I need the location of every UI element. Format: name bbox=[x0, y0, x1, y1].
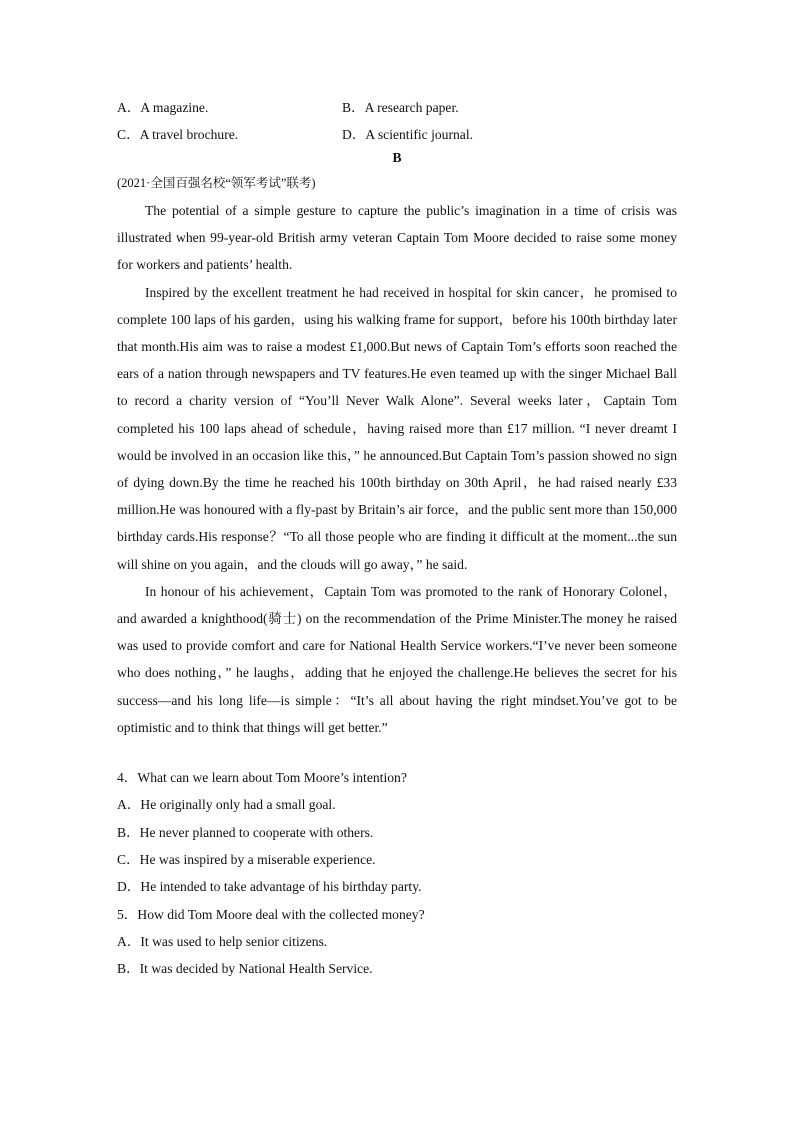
paragraph-1: The potential of a simple gesture to capture the public’s imagination in a time of crisis was illustrated when 99-year-old British army veteran Captain Tom Moore decided to raise some money for workers and patients’ health. bbox=[117, 203, 677, 273]
paragraph-3: In honour of his achievement，Captain Tom was promoted to the rank of Honorary Colonel，and awarded a knighthood(骑士) on the recommendation of the Prime Minister.The money he raised was used to provide comfort and care for National Health Service workers.“I’ve never been someone who does nothing，” he laughs，adding that he enjoyed the challenge.He believes the secret for his success—and his long life—is simple：“It’s all about having the right mindset.You’ve got to be optimistic and to think that things will get better.” bbox=[117, 583, 677, 735]
option-b: B．A research paper. bbox=[342, 99, 459, 115]
question-5-option-b: B．It was decided by National Health Service. bbox=[117, 961, 373, 977]
section-title: B bbox=[392, 150, 402, 165]
option-d: D．A scientific journal. bbox=[342, 126, 473, 142]
question-5-option-a: A．It was used to help senior citizens. bbox=[117, 933, 328, 949]
paragraph-2: Inspired by the excellent treatment he had received in hospital for skin cancer，he promised to complete 100 laps of his garden，using his walking frame for support，before his 100th birthday later that month.His aim was to raise a modest £1,000.But news of Captain Tom’s efforts soon reached the ears of a nation through newspapers and TV features.He even teamed up with the singer Michael Ball to record a charity version of “You’ll Never Walk Alone”. Several weeks later，Captain Tom completed his 100 laps ahead of schedule，having raised more than £17 million. “I never dreamt I would be involved in an occasion like this，” he announced.But Captain Tom’s passion showed no sign of dying down.By the time he reached his 100th birthday on 30th April，he had raised nearly £33 million.He was honoured with a fly-past by Britain’s air force，and the public sent more than 150,000 birthday cards.His response？“To all those people who are finding it difficult at the moment...the sun will shine on you again，and the clouds will go away，” he said. bbox=[117, 284, 677, 572]
document-page bbox=[117, 92, 677, 982]
option-row bbox=[117, 92, 677, 119]
question-4-option-d: D．He intended to take advantage of his birthday party. bbox=[117, 879, 422, 895]
option-c: C．A travel brochure. bbox=[117, 126, 239, 142]
option-a: A．A magazine. bbox=[117, 99, 209, 115]
question-5-stem: 5．How did Tom Moore deal with the collected money? bbox=[117, 906, 425, 922]
question-4-option-a: A．He originally only had a small goal. bbox=[117, 797, 336, 813]
spacer bbox=[117, 741, 677, 764]
question-4-option-b: B．He never planned to cooperate with others. bbox=[117, 824, 374, 840]
question-4-stem: 4．What can we learn about Tom Moore’s intention? bbox=[117, 770, 407, 786]
option-row bbox=[117, 119, 677, 146]
source-note: (2021·全国百强名校“领军考试”联考) bbox=[117, 176, 316, 190]
question-4-option-c: C．He was inspired by a miserable experience. bbox=[117, 851, 376, 867]
